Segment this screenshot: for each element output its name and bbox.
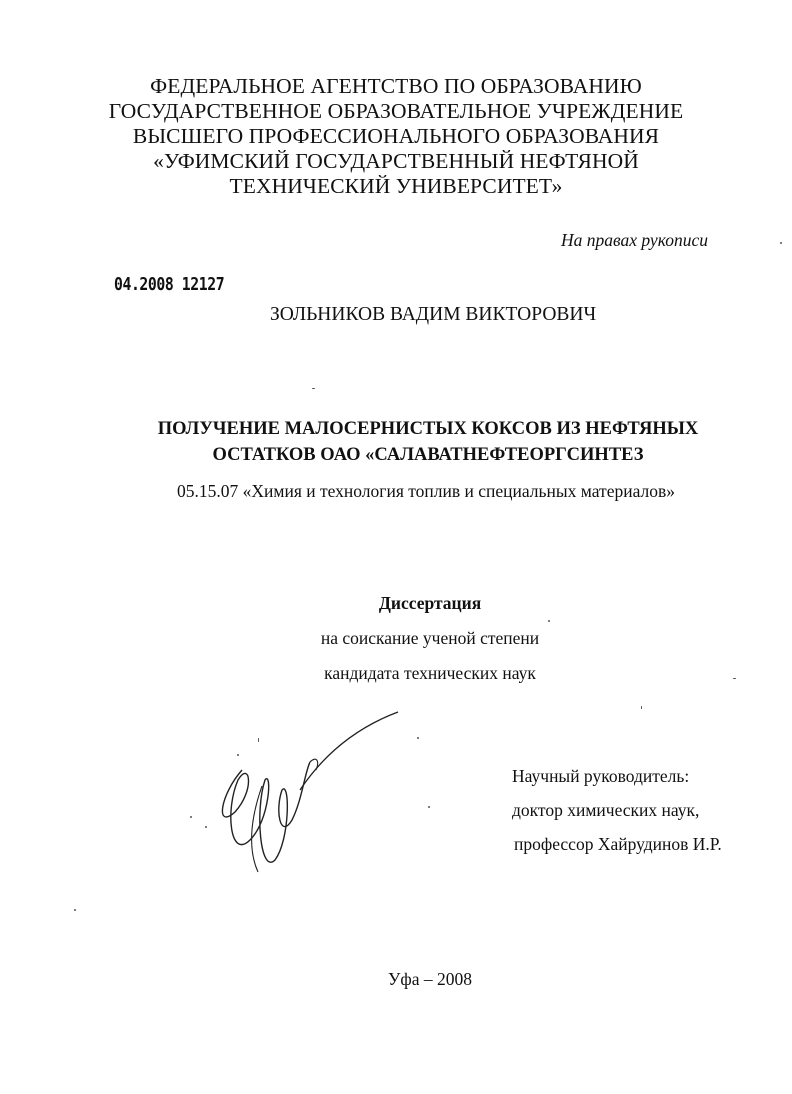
org-line-2: ГОСУДАРСТВЕННОЕ ОБРАЗОВАТЕЛЬНОЕ УЧРЕЖДЕНИЕ bbox=[108, 99, 684, 123]
title-line-2: ОСТАТКОВ ОАО «САЛАВАТНЕФТЕОРГСИНТЕЗ bbox=[212, 445, 644, 465]
scan-speck bbox=[205, 826, 207, 828]
scan-speck bbox=[258, 738, 259, 742]
author-signature bbox=[180, 700, 430, 890]
author-name: ЗОЛЬНИКОВ ВАДИМ ВИКТОРОВИЧ bbox=[270, 304, 597, 325]
registration-stamp: 04.2008 12127 bbox=[114, 274, 225, 295]
specialty-code: 05.15.07 «Химия и технология топлив и специальных материалов» bbox=[177, 481, 675, 501]
degree-line-1: на соискание ученой степени bbox=[320, 628, 540, 648]
scan-speck bbox=[733, 678, 736, 679]
scan-speck bbox=[780, 242, 782, 244]
scan-speck bbox=[428, 806, 430, 808]
org-line-3: ВЫСШЕГО ПРОФЕССИОНАЛЬНОГО ОБРАЗОВАНИЯ bbox=[132, 124, 660, 148]
supervisor-degree: доктор химических наук, bbox=[512, 800, 700, 820]
supervisor-name: профессор Хайрудинов И.Р. bbox=[514, 834, 722, 854]
scan-speck bbox=[417, 737, 419, 739]
org-line-1: ФЕДЕРАЛЬНОЕ АГЕНТСТВО ПО ОБРАЗОВАНИЮ bbox=[150, 74, 642, 98]
dissertation-type: Диссертация bbox=[378, 593, 482, 613]
scan-speck bbox=[548, 620, 550, 622]
title-line-1: ПОЛУЧЕНИЕ МАЛОСЕРНИСТЫХ КОКСОВ ИЗ НЕФТЯНЫХ bbox=[157, 419, 699, 439]
supervisor-label: Научный руководитель: bbox=[512, 766, 690, 786]
scan-speck bbox=[74, 909, 76, 911]
degree-line-2: кандидата технических наук bbox=[324, 663, 536, 683]
city-year: Уфа – 2008 bbox=[388, 969, 472, 989]
scan-speck bbox=[190, 816, 192, 818]
scan-speck bbox=[312, 388, 315, 389]
manuscript-note: На правах рукописи bbox=[561, 230, 708, 250]
org-line-4: «УФИМСКИЙ ГОСУДАРСТВЕННЫЙ НЕФТЯНОЙ bbox=[153, 149, 639, 173]
scan-speck bbox=[641, 706, 642, 709]
scan-speck bbox=[237, 754, 239, 756]
org-line-5: ТЕХНИЧЕСКИЙ УНИВЕРСИТЕТ» bbox=[229, 174, 563, 198]
